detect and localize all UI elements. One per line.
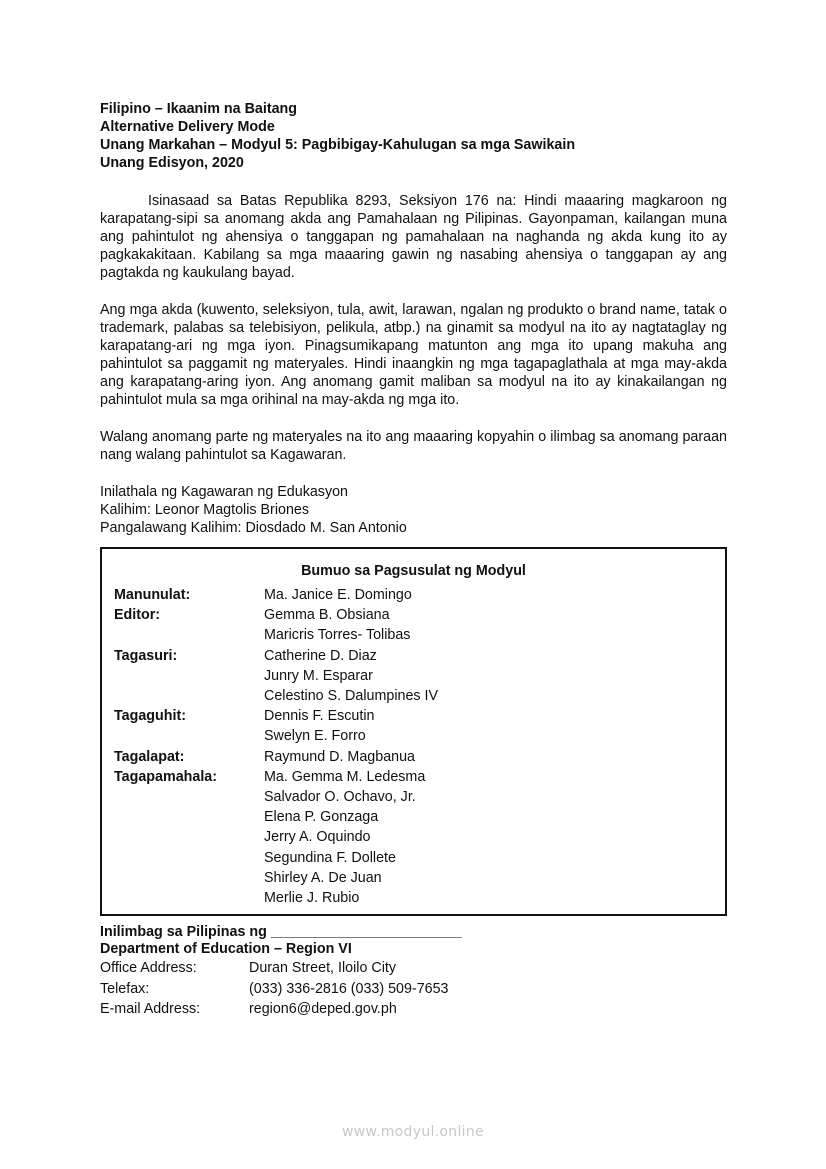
edition: Unang Edisyon, 2020 [100, 155, 244, 171]
subject-grade: Filipino – Ikaanim na Baitang [100, 101, 298, 117]
module-title: Unang Markahan – Modyul 5: Pagbibigay-Kahulugan sa mga Sawikain [100, 137, 576, 153]
staff-row [114, 868, 713, 888]
staff-row [114, 848, 713, 868]
staff-row [114, 706, 713, 726]
contact-row-address [100, 958, 727, 979]
staff-name: Ma. Gemma M. Ledesma [264, 768, 426, 785]
staff-role [114, 827, 264, 847]
staff-row [114, 585, 713, 605]
watermark: www.modyul.online [342, 1124, 484, 1140]
printed-in-line: Inilimbag sa Pilipinas ng ________________________ [100, 924, 462, 941]
staff-box [100, 547, 727, 916]
contact-label: Telefax: [100, 980, 150, 997]
staff-role [114, 787, 264, 807]
publisher-block [100, 483, 727, 537]
reproduction-paragraph: Walang anomang parte ng materyales na ito ang maaaring kopyahin o ilimbag sa anomang paraan nang walang pahintulot sa Kagawaran. [100, 429, 727, 463]
contact-label: E-mail Address: [100, 1001, 201, 1018]
staff-name: Segundina F. Dollete [264, 849, 396, 866]
staff-role [114, 686, 264, 706]
staff-role [114, 868, 264, 888]
region-office: Department of Education – Region VI [100, 941, 352, 958]
staff-role [114, 888, 264, 908]
staff-row [114, 726, 713, 746]
staff-role: Tagalapat: [114, 748, 185, 765]
staff-name: Swelyn E. Forro [264, 728, 366, 745]
staff-row [114, 646, 713, 666]
staff-role: Tagapamahala: [114, 768, 218, 785]
staff-name: Dennis F. Escutin [264, 708, 375, 725]
staff-name: Junry M. Esparar [264, 667, 373, 684]
staff-name: Jerry A. Oquindo [264, 829, 371, 846]
staff-role: Editor: [114, 607, 161, 624]
document-page [100, 100, 727, 1020]
staff-name: Shirley A. De Juan [264, 869, 382, 886]
contact-value: region6@deped.gov.ph [249, 1001, 397, 1018]
staff-row [114, 686, 713, 706]
delivery-mode: Alternative Delivery Mode [100, 119, 275, 135]
undersecretary-line: Pangalawang Kalihim: Diosdado M. San Antonio [100, 520, 407, 536]
staff-row [114, 605, 713, 625]
trademark-paragraph: Ang mga akda (kuwento, seleksiyon, tula, awit, larawan, ngalan ng produkto o brand name, tatak o trademark, palabas sa telebisiyon, pelikula, atbp.) na ginamit sa modyul na ito ay nagtataglay ng karapatang-ari ng mga iyon. Pinagsumikapang matunton ang mga ito upang makuha ang pahintulot sa paggamit ng materyales. Hindi inaangkin ng mga tagapaglathala at mga may-akda ang karapatang-aring iyon. Ang anomang gamit maliban sa modyul na ito ay kinakailangan ng pahintulot mula sa mga orihinal na may-akda ng mga ito. [100, 302, 727, 408]
staff-name: Celestino S. Dalumpines IV [264, 688, 439, 705]
staff-role [114, 807, 264, 827]
secretary-line: Kalihim: Leonor Magtolis Briones [100, 502, 309, 518]
staff-row [114, 807, 713, 827]
staff-row [114, 827, 713, 847]
staff-row [114, 888, 713, 908]
staff-name: Maricris Torres- Tolibas [264, 627, 411, 644]
staff-name: Catherine D. Diaz [264, 647, 377, 664]
contact-row-email [100, 999, 727, 1020]
staff-name: Merlie J. Rubio [264, 890, 360, 907]
staff-role [114, 848, 264, 868]
staff-row [114, 666, 713, 686]
staff-role [114, 726, 264, 746]
staff-name: Raymund D. Magbanua [264, 748, 415, 765]
staff-role: Tagaguhit: [114, 708, 187, 725]
staff-row [114, 625, 713, 645]
staff-role [114, 666, 264, 686]
contact-value: Duran Street, Iloilo City [249, 960, 396, 977]
publisher-line: Inilathala ng Kagawaran ng Edukasyon [100, 484, 348, 500]
staff-row [114, 767, 713, 787]
staff-name: Salvador O. Ochavo, Jr. [264, 789, 416, 806]
printing-block [100, 924, 727, 1020]
staff-name: Gemma B. Obsiana [264, 607, 390, 624]
contact-value: (033) 336-2816 (033) 509-7653 [249, 980, 449, 997]
staff-name: Ma. Janice E. Domingo [264, 587, 412, 603]
copyright-paragraph: Isinasaad sa Batas Republika 8293, Seksiyon 176 na: Hindi maaaring magkaroon ng karapatang-sipi sa anomang akda ang Pamahalaan ng Pilipinas. Gayonpaman, kailangan muna ang pahintulot ng ahensiya o tanggapan ng pamahalaan na naghanda ng akda kung ito ay pagkakakitaan. Kabilang sa mga maaaring gawin ng nasabing ahensiya o tanggapan ay ang pagtakda ng kaukulang bayad. [100, 193, 727, 281]
staff-role [114, 625, 264, 645]
staff-name: Elena P. Gonzaga [264, 809, 379, 826]
staff-row [114, 747, 713, 767]
contact-row-telefax [100, 979, 727, 1000]
staff-role: Tagasuri: [114, 647, 178, 664]
staff-title: Bumuo sa Pagsusulat ng Modyul [301, 563, 526, 579]
staff-row [114, 787, 713, 807]
staff-role: Manunulat: [114, 587, 191, 603]
contact-label: Office Address: [100, 960, 197, 977]
header-block [100, 100, 727, 172]
